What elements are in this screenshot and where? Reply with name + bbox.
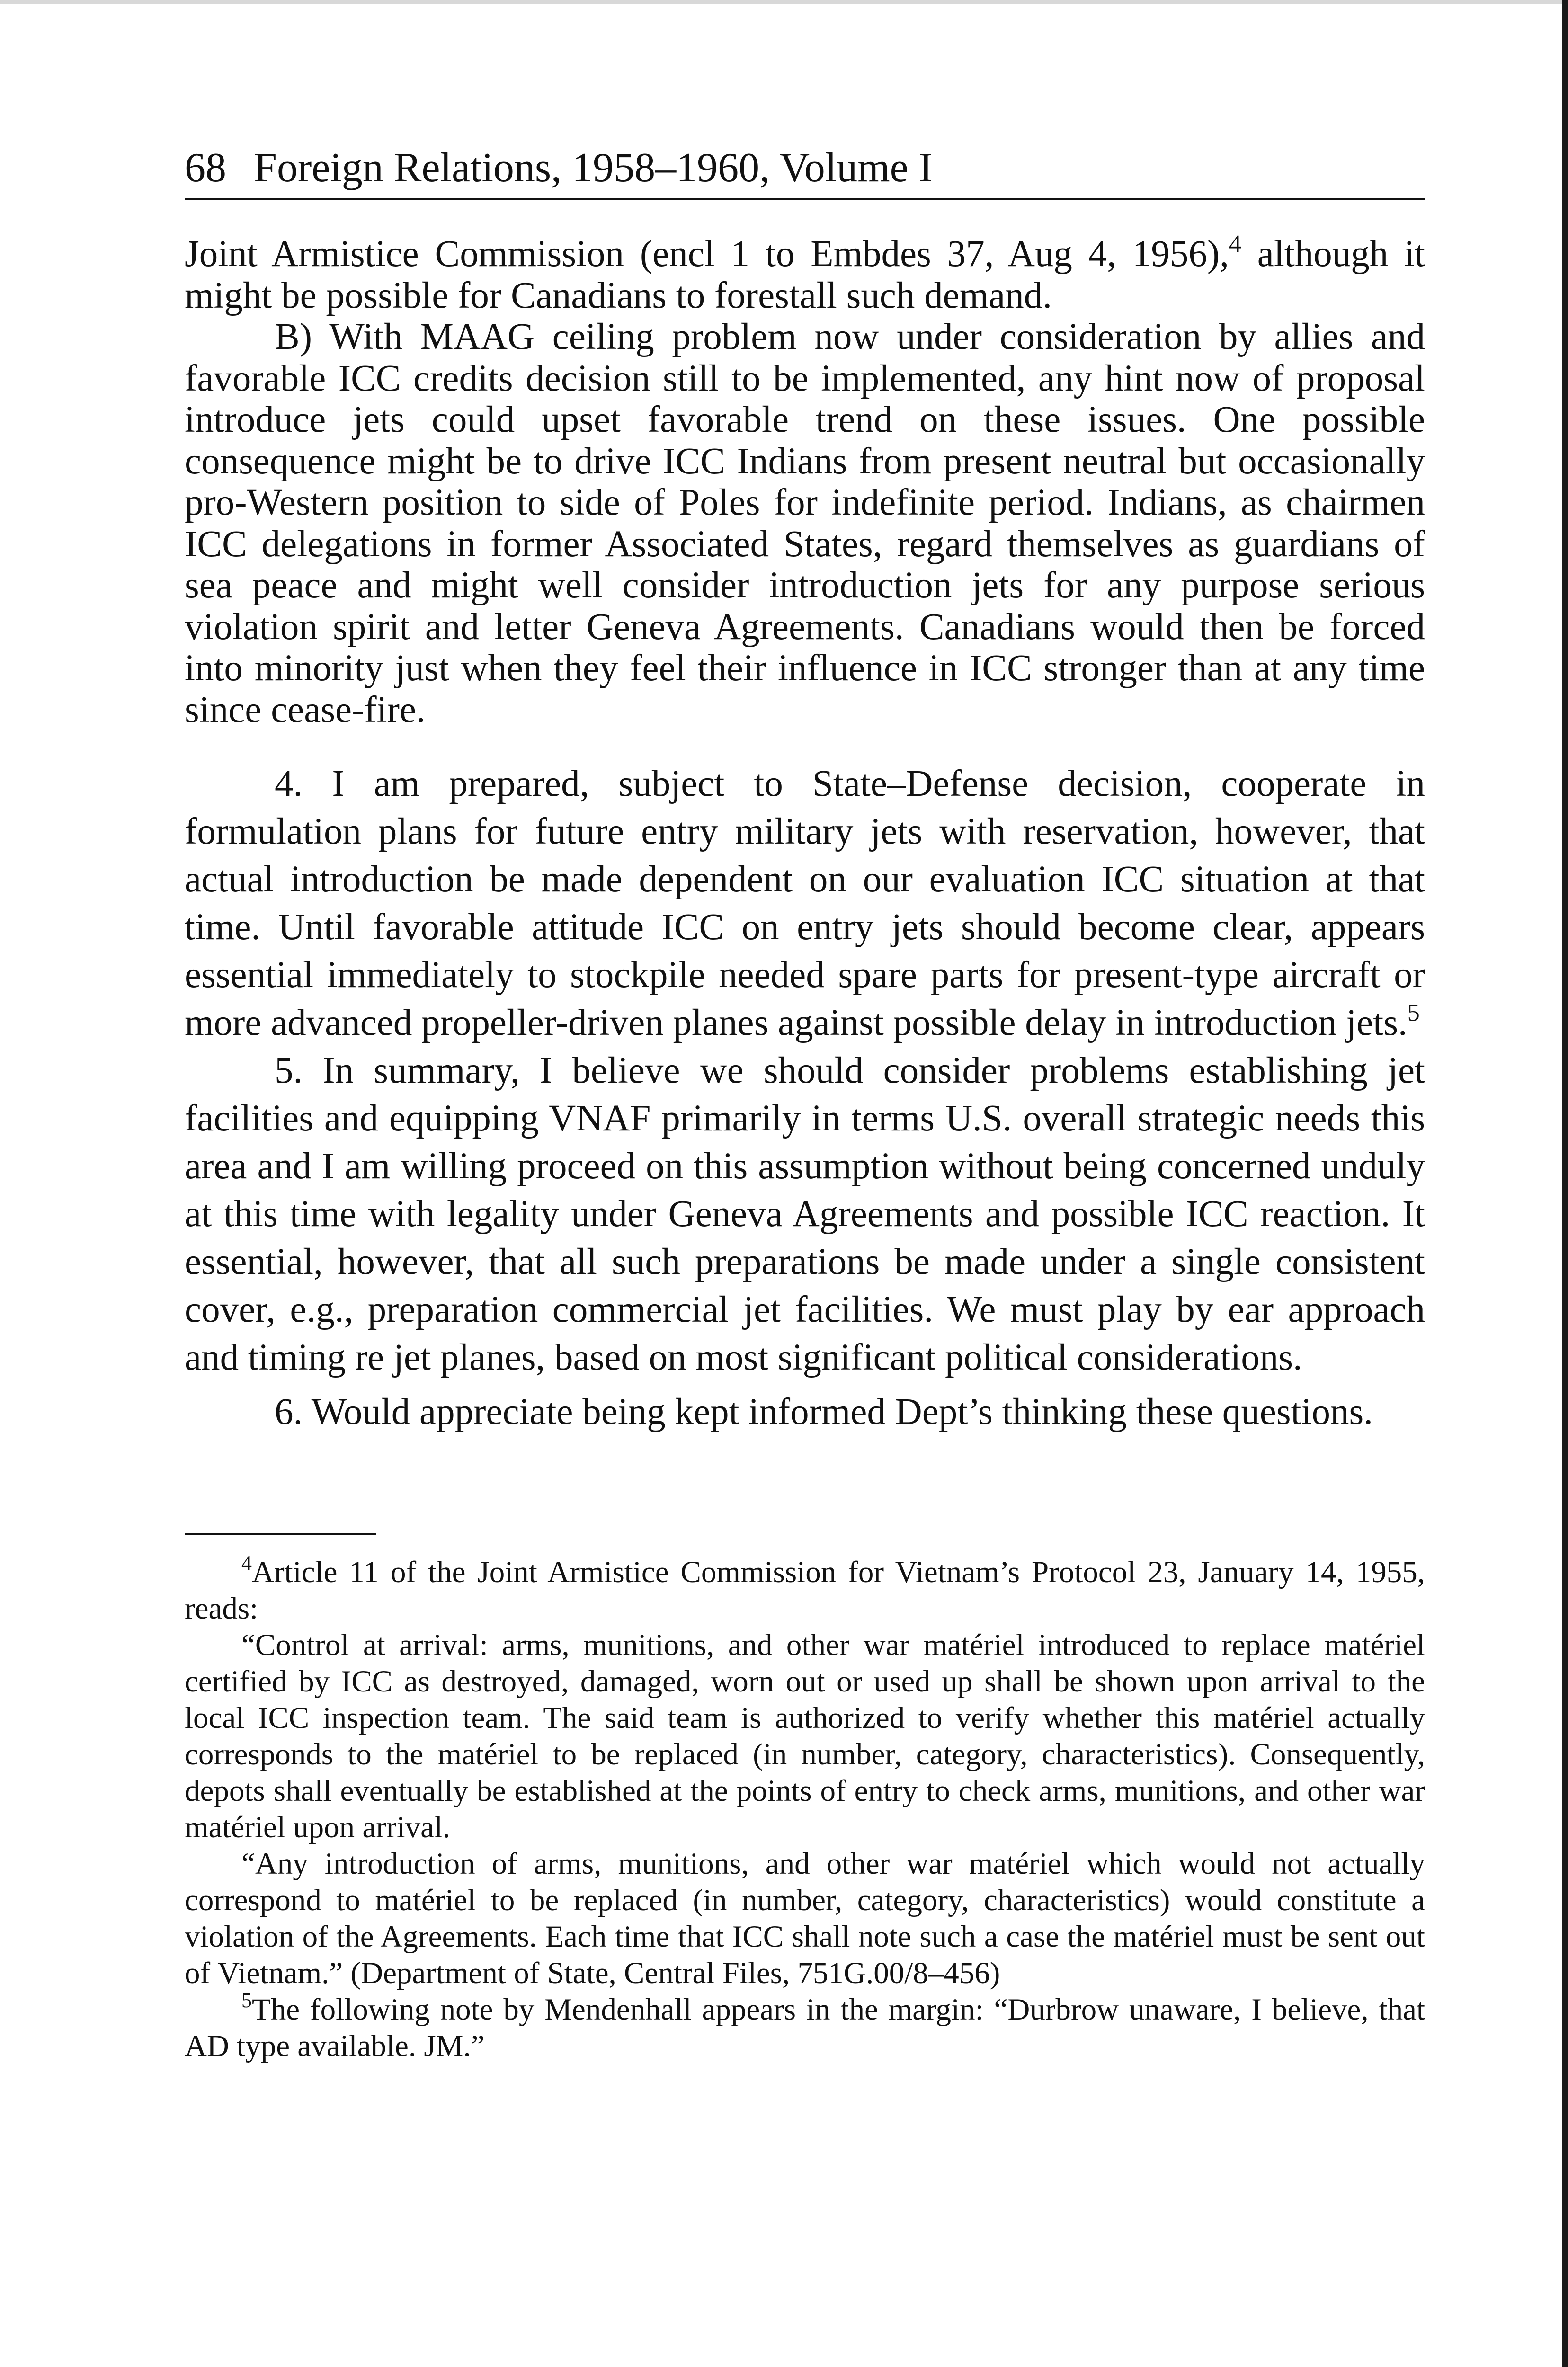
paragraph-4-text: 4. I am prepared, subject to State–Defense decision, cooperate in formulation plans for future entry military jets with reservation, however, that actual introduction be made dependent on our evaluation ICC situation at that time. Until favorable attitude ICC on entry jets should become clear, appears essential immediately to stockpile needed spare parts for present-type aircraft or more advanced propeller-driven planes against possible delay in introduction jets. — [185, 763, 1425, 1043]
footnotes — [185, 1551, 1425, 2064]
running-header — [185, 142, 1425, 200]
footnote-4-quote-2: “Any introduction of arms, munitions, and other war matériel which would not actually correspond to matériel to be replaced (in number, category, characteristics) would constitute a violation of the Agreements. Each time that ICC shall note such a case the matériel must be sent out of Vietnam.” (Department of State, Central Files, 751G.00/8–456) — [185, 1847, 1425, 1990]
footnote-ref-4: 4 — [1229, 231, 1241, 258]
telegram-main-block — [185, 760, 1425, 1436]
footnote-4 — [185, 1551, 1425, 1627]
paragraph-4 — [185, 760, 1425, 1047]
running-title: Foreign Relations, 1958–1960, Volume I — [254, 145, 933, 191]
page-number: 68 — [185, 145, 226, 191]
footnote-4-intro: Article 11 of the Joint Armistice Commission for Vietnam’s Protocol 23, January 14, 1955, reads: — [185, 1555, 1425, 1626]
footnote-5-text: The following note by Mendenhall appears in the margin: “Durbrow unaware, I believe, that AD type available. JM.” — [185, 1993, 1425, 2063]
continuation-text-end: although it might be possible for Canadians to forestall such demand. — [185, 233, 1425, 316]
footnote-5 — [185, 1989, 1425, 2064]
continuation-text-start: Joint Armistice Commission (encl 1 to Embdes 37, Aug 4, 1956), — [185, 233, 1229, 275]
document-page — [185, 142, 1425, 2064]
scan-top-edge — [0, 0, 1568, 4]
footnote-separator — [185, 1533, 376, 1535]
footnote-5-marker: 5 — [241, 1989, 252, 2012]
footnote-4-marker: 4 — [241, 1551, 252, 1575]
scan-right-edge — [1562, 0, 1568, 2367]
paragraph-b: B) With MAAG ceiling problem now under consideration by allies and favorable ICC credits decision still to be implemented, any hint now of proposal introduce jets could upset favorable trend on these issues. One possible consequence might be to drive ICC Indians from present neutral but occasionally pro-Western position to side of Poles for indefinite period. Indians, as chairmen ICC delegations in former Associated States, regard themselves as guardians of sea peace and might well consider introduction jets for any purpose serious violation spirit and letter Geneva Agreements. Canadians would then be forced into minority just when they feel their influence in ICC stronger than at any time since cease-fire. — [185, 316, 1425, 730]
footnote-4-quote-1: “Control at arrival: arms, munitions, and other war matériel introduced to replace matériel certified by ICC as destroyed, damaged, worn out or used up shall be shown upon arrival to the local ICC inspection team. The said team is authorized to verify whether this matériel actually corresponds to the matériel to be replaced (in number, category, characteristics). Consequently, depots shall eventually be established at the points of entry to check arms, munitions, and other war matériel upon arrival. — [185, 1628, 1425, 1844]
footnote-ref-5: 5 — [1407, 999, 1420, 1026]
paragraph-6: 6. Would appreciate being kept informed Dept’s thinking these questions. — [275, 1391, 1373, 1433]
continuation-paragraph — [185, 233, 1425, 316]
paragraph-5: 5. In summary, I believe we should consider problems establishing jet facilities and equipping VNAF primarily in terms U.S. overall strategic needs this area and I am willing proceed on this assumption without being concerned unduly at this time with legality under Geneva Agreements and possible ICC reaction. It essential, however, that all such preparations be made under a single consistent cover, e.g., preparation commercial jet facilities. We must play by ear approach and timing re jet planes, based on most significant political considerations. — [185, 1050, 1425, 1378]
telegram-continuation-block — [185, 233, 1425, 730]
